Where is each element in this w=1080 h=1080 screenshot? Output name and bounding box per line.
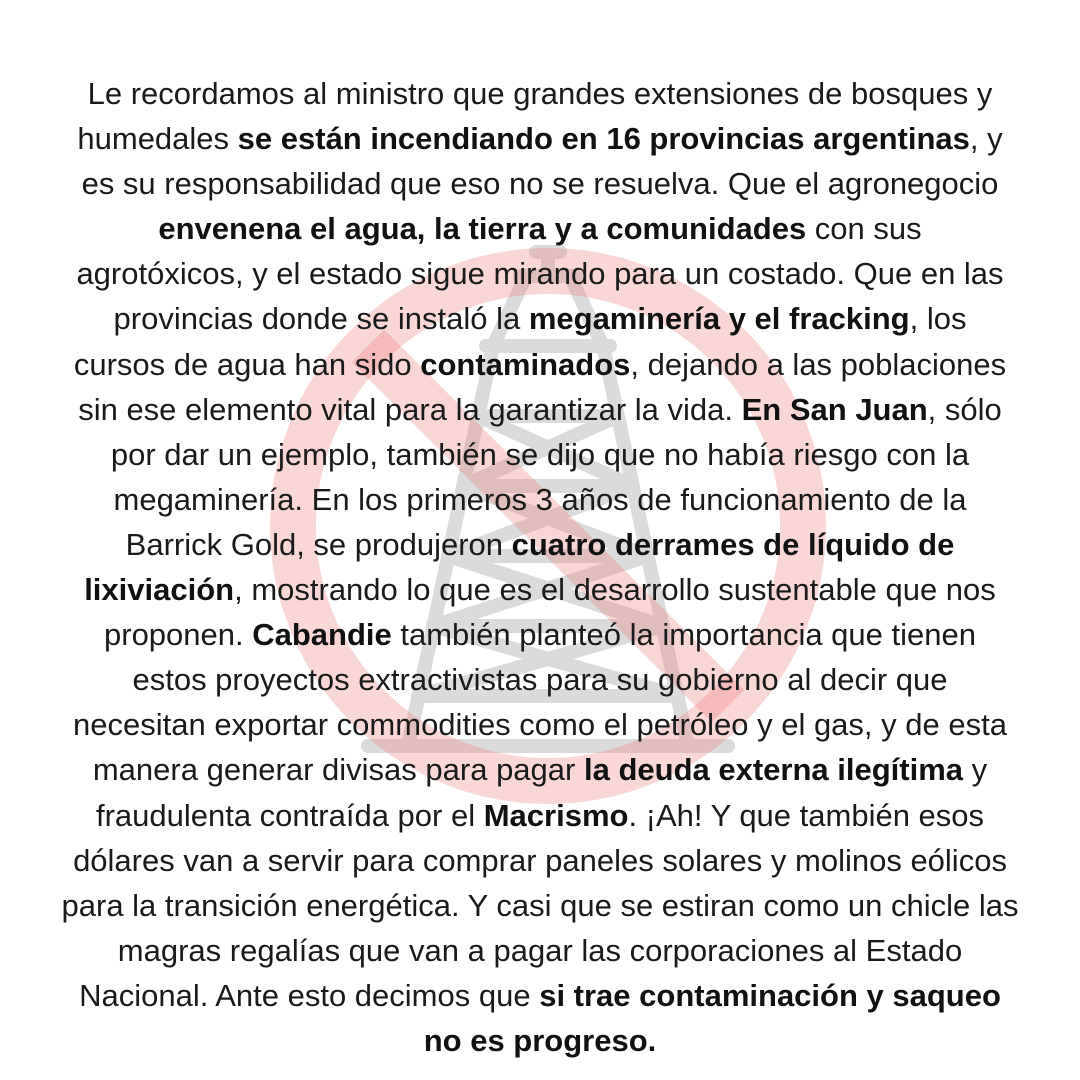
bold-phrase: la deuda externa ilegítima <box>583 752 964 788</box>
text-segment: , y es su responsabilidad que eso no se resuelva. Que el agronegocio <box>81 121 1003 202</box>
bold-phrase: Macrismo <box>483 797 629 833</box>
bold-phrase: cuatro derrames de líquido de lixiviación <box>84 526 955 608</box>
text-segment: , mostrando lo que es el desarrollo sustentable que nos proponen. <box>104 572 996 653</box>
text-segment: . ¡Ah! Y que también esos dólares van a servir para comprar paneles solares y molinos eólicos para la transición energética. Y casi que se estiran como un chicle las magras regalías que van a pagar las corporaciones al Estado Nacional. Ante esto decimos que <box>61 797 1019 1013</box>
text-segment: también planteó la importancia que tienen estos proyectos extractivistas para su gobierno al decir que necesitan exportar commodities como el petróleo y el gas, y de esta manera generar divisas para pagar <box>73 617 1007 788</box>
bold-phrase: contaminados <box>420 346 631 382</box>
bold-phrase: se están incendiando en 16 provincias argentinas <box>237 121 970 157</box>
bold-phrase: Cabandie <box>252 617 392 653</box>
bold-phrase: megaminería y el fracking <box>528 301 910 337</box>
bold-phrase: En San Juan <box>741 391 928 427</box>
bold-phrase: envenena el agua, la tierra y a comunidades <box>158 211 807 247</box>
text-segment: , los cursos de agua han sido <box>73 301 967 382</box>
text-segment: y fraudulenta contraída por el <box>95 752 988 833</box>
text-segment: , sólo por dar un ejemplo, también se dijo que no había riesgo con la megaminería. En los primeros 3 años de funcionamiento de la Barrick Gold, se produjeron <box>110 391 1002 562</box>
text-segment: con sus agrotóxicos, y el estado sigue mirando para un costado. Que en las provincias donde se instaló la <box>76 211 1004 337</box>
bold-phrase: si trae contaminación y saqueo no es progreso. <box>423 977 1001 1058</box>
text-segment: Le recordamos al ministro que grandes extensiones de bosques y humedales <box>77 76 993 157</box>
body-paragraph <box>28 71 1052 1063</box>
text-segment: , dejando a las poblaciones sin ese elemento vital para la garantizar la vida. <box>78 346 1007 427</box>
